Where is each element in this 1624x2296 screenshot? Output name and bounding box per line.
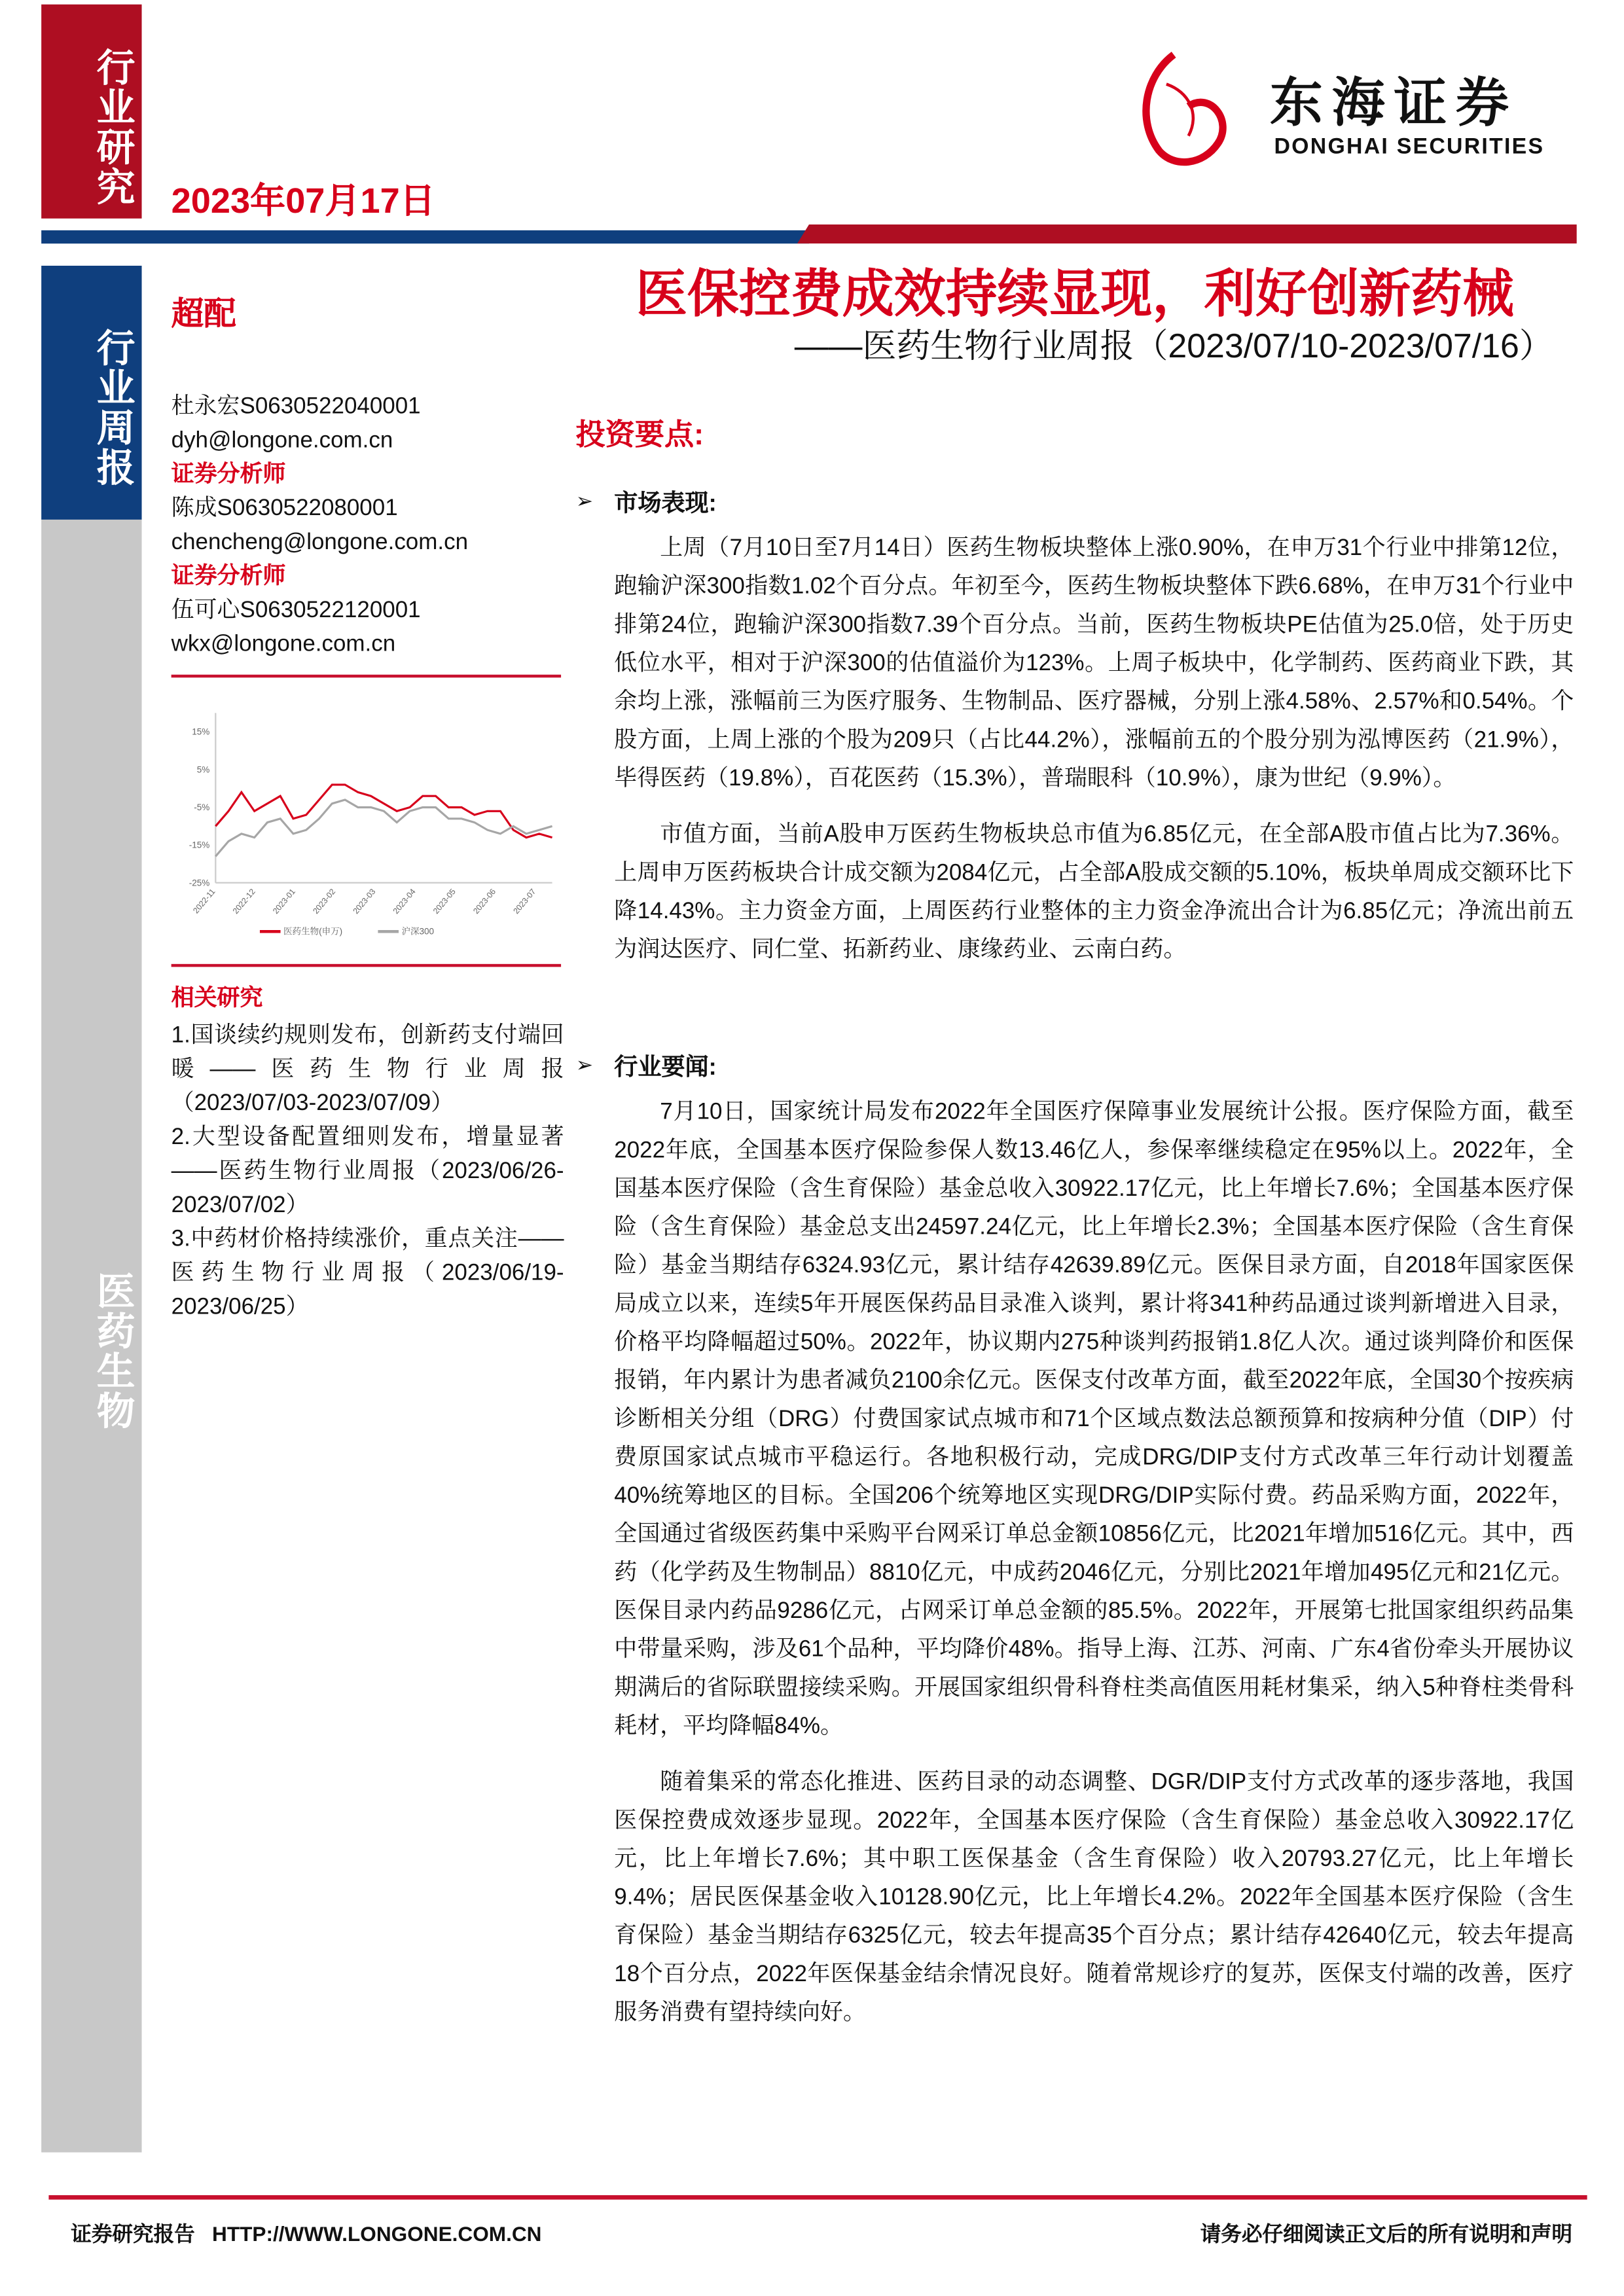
logo-en: DONGHAI SECURITIES xyxy=(1274,134,1545,160)
footer-url[interactable]: HTTP://WWW.LONGONE.COM.CN xyxy=(212,2221,542,2246)
performance-chart xyxy=(171,706,561,949)
x-tick-label: 2023-02 xyxy=(311,887,338,916)
x-tick-label: 2023-06 xyxy=(471,887,498,916)
x-tick-label: 2022-11 xyxy=(191,887,217,916)
analyst-role: 证券分析师 xyxy=(171,564,286,589)
analyst-email: chencheng@longone.com.cn xyxy=(171,529,469,556)
sector-badge: 医药生物 xyxy=(41,520,141,2153)
report-title: 医保控费成效持续显现，利好创新药械 xyxy=(635,265,1515,323)
company-logo xyxy=(1129,47,1572,173)
paragraph: 7月10日，国家统计局发布2022年全国医疗保障事业发展统计公报。医疗保险方面，截至2022年底，全国基本医疗保险参保人数13.46亿人，参保率继续稳定在95%以上。2022年，全国基本医疗保险（含生育保险）基金总收入30922.17亿元，比上年增长7.6%；全国基本医疗保险（含生育保险）基金总支出24597.24亿元，比上年增长2.3%；全国基本医疗保险（含生育保险）基金当期结存6324.93亿元，累计结存42639.89亿元。医保目录方面，自2018年国家医保局成立以来，连续5年开展医保药品目录准入谈判，累计将341种药品通过谈判新增进入目录，价格平均降幅超过50%。2022年，协议期内275种谈判药报销1.8亿人次。通过谈判降价和医保报销，年内累计为患者减负2100余亿元。医保支付改革方面，截至2022年底，全国30个按疾病诊断相关分组（DRG）付费国家试点城市和71个区域点数法总额预算和按病种分值（DIP）付费原国家试点城市平稳运行。各地积极行动，完成DRG/DIP支付方式改革三年行动计划覆盖40%统筹地区的目标。全国206个统筹地区实现DRG/DIP实际付费。药品采购方面，2022年，全国通过省级医药集中采购平台网采订单总金额10856亿元，比2021年增加516亿元。其中，西药（化学药及生物制品）8810亿元，中成药2046亿元，分别比2021年增加495亿元和21亿元。医保目录内药品9286亿元，占网采订单总金额的85.5%。2022年，开展第七批国家组织药品集中带量采购，涉及61个品种，平均降价48%。指导上海、江苏、河南、广东4省份牵头开展协议期满后的省际联盟接续采购。开展国家组织骨科脊柱类高值医用耗材集采，纳入5种脊柱类骨科耗材，平均降幅84%。 xyxy=(614,1100,1574,1739)
report-type-badge: 行业周报 xyxy=(41,266,141,520)
arrow-bullet-icon: ➢ xyxy=(575,488,594,512)
header-stripe-red xyxy=(797,224,1577,243)
divider xyxy=(171,675,561,678)
category-badge: 行业研究 xyxy=(41,5,141,219)
y-tick-label: 15% xyxy=(192,726,210,737)
logo-cn: 东海证券 xyxy=(1269,72,1518,133)
analyst-email: dyh@longone.com.cn xyxy=(171,428,393,454)
series-line-1 xyxy=(215,800,552,856)
arrow-bullet-icon: ➢ xyxy=(575,1052,594,1077)
analyst-name: 杜永宏S0630522040001 xyxy=(171,394,421,420)
x-tick-label: 2023-04 xyxy=(391,887,418,916)
x-tick-label: 2023-03 xyxy=(351,887,378,916)
paragraph: 市值方面，当前A股申万医药生物板块总市值为6.85亿元，在全部A股市值占比为7.36%。上周申万医药板块合计成交额为2084亿元，占全部A股成交额的5.10%，板块单周成交额环比下降14.43%。主力资金方面，上周医药行业整体的主力资金净流出合计为6.85亿元；净流出前五为润达医疗、同仁堂、拓新药业、康缘药业、云南白药。 xyxy=(614,822,1574,963)
x-tick-label: 2022-12 xyxy=(230,887,257,916)
analyst-role: 证券分析师 xyxy=(171,461,286,488)
legend-label: 沪深300 xyxy=(401,926,435,937)
header-stripe-blue xyxy=(41,230,809,243)
y-tick-label: -25% xyxy=(189,878,210,888)
footer-left xyxy=(71,2219,541,2248)
paragraph: 随着集采的常态化推进、医药目录的动态调整、DGR/DIP支付方式改革的逐步落地，我国医保控费成效逐步显现。2022年，全国基本医疗保险（含生育保险）基金总收入30922.17亿元，比上年增长7.6%；其中职工医保基金（含生育保险）收入20793.27亿元，比上年增长9.4%；居民医保基金收入10128.90亿元，比上年增长4.2%。2022年全国基本医疗保险（含生育保险）基金当期结存6325亿元，较去年提高35个百分点；累计结存42640亿元，较去年提高18个百分点，2022年医保基金结余情况良好。随着常规诊疗的复苏，医保支付端的改善，医疗服务消费有望持续向好。 xyxy=(614,1770,1574,2026)
analyst-info xyxy=(171,389,570,661)
footer-divider xyxy=(48,2195,1587,2200)
related-item[interactable]: 1.国谈续约规则发布，创新药支付端回暖——医药生物行业周报（2023/07/03-2023/07/09） xyxy=(171,1023,564,1117)
legend-label: 医药生物(申万) xyxy=(283,926,343,937)
rating: 超配 xyxy=(171,295,236,332)
related-research xyxy=(171,982,564,1324)
section-market xyxy=(576,484,1574,988)
footer-disclaimer: 请务必仔细阅读正文后的所有说明和声明 xyxy=(1200,2221,1573,2246)
key-points-heading: 投资要点: xyxy=(575,419,704,452)
related-item[interactable]: 3.中药材价格持续涨价，重点关注——医药生物行业周报（2023/06/19-2023/06/25） xyxy=(171,1227,564,1320)
analyst-email: wkx@longone.com.cn xyxy=(171,632,396,657)
x-tick-label: 2023-05 xyxy=(431,887,458,916)
divider xyxy=(171,964,561,967)
section-title: 行业要闻: xyxy=(614,1055,717,1081)
footer-label: 证券研究报告 xyxy=(71,2221,195,2246)
related-item[interactable]: 2.大型设备配置细则发布，增量显著——医药生物行业周报（2023/06/26-2023/07/02） xyxy=(171,1124,564,1218)
x-tick-label: 2023-07 xyxy=(511,887,538,916)
analyst-name: 陈成S0630522080001 xyxy=(171,495,398,522)
y-tick-label: 5% xyxy=(196,764,210,775)
dragon-logo-icon xyxy=(1129,47,1240,173)
report-date: 2023年07月17日 xyxy=(171,181,435,222)
y-tick-label: -5% xyxy=(194,802,210,813)
y-tick-label: -15% xyxy=(189,840,210,850)
section-news xyxy=(576,1048,1574,2050)
section-title: 市场表现: xyxy=(614,492,717,517)
report-subtitle: ——医药生物行业周报（2023/07/10-2023/07/16） xyxy=(794,326,1553,365)
related-heading: 相关研究 xyxy=(171,986,263,1012)
x-tick-label: 2023-01 xyxy=(271,887,298,916)
paragraph: 上周（7月10日至7月14日）医药生物板块整体上涨0.90%，在申万31个行业中排第12位，跑输沪深300指数1.02个百分点。年初至今，医药生物板块整体下跌6.68%，在申万31个行业中排第24位，跑输沪深300指数7.39个百分点。当前，医药生物板块PE估值为25.0倍，处于历史低位水平，相对于沪深300的估值溢价为123%。上周子板块中，化学制药、医药商业下跌，其余均上涨，涨幅前三为医疗服务、生物制品、医疗器械，分别上涨4.58%、2.57%和0.54%。个股方面，上周上涨的个股为209只（占比44.2%），涨幅前五的个股分别为泓博医药（21.9%），毕得医药（19.8%），百花医药（15.3%），普瑞眼科（10.9%），康为世纪（9.9%）。 xyxy=(614,535,1574,791)
analyst-name: 伍可心S0630522120001 xyxy=(171,598,421,623)
